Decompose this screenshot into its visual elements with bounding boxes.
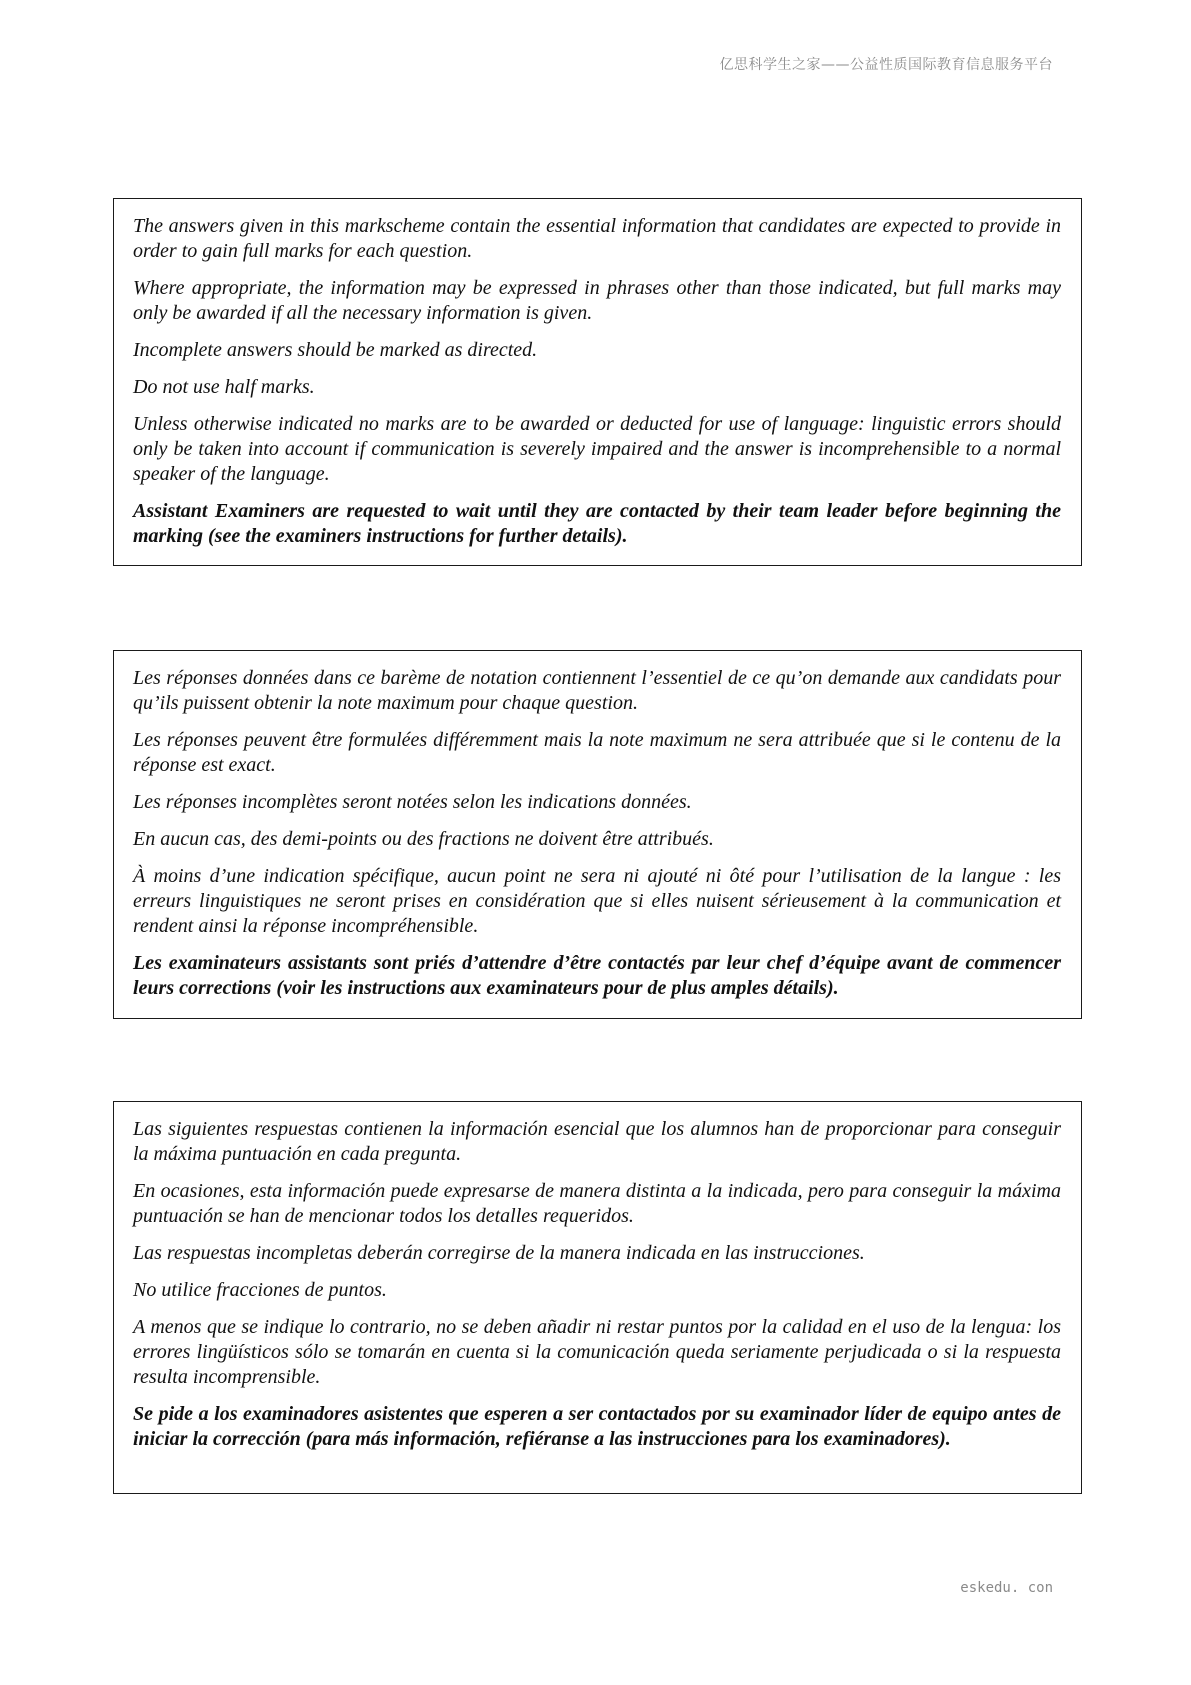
paragraph: Las siguientes respuestas contienen la información esencial que los alumnos han de proporcionar para conseguir la máxima puntuación en cada pregunta. [133,1118,1061,1165]
paragraph: En ocasiones, esta información puede expresarse de manera distinta a la indicada, pero para conseguir la máxima puntuación se han de mencionar todos los detalles requeridos. [133,1180,1061,1227]
paragraph: À moins d’une indication spécifique, aucun point ne sera ni ajouté ni ôté pour l’utilisation de la langue : les erreurs linguistiques ne seront prises en considération que si elles nuisent sérieusement à la communication et rendent ainsi la réponse incompréhensible. [133,865,1061,937]
paragraph: Where appropriate, the information may be expressed in phrases other than those indicated, but full marks may only be awarded if all the necessary information is given. [133,277,1061,324]
paragraph-emphasis: Les examinateurs assistants sont priés d’attendre d’être contactés par leur chef d’équipe avant de commencer leurs corrections (voir les instructions aux examinateurs pour de plus amples détails). [133,952,1061,999]
paragraph: Unless otherwise indicated no marks are to be awarded or deducted for use of language: linguistic errors should only be taken into account if communication is severely impaired and the answer is incomprehensible to a normal speaker of the language. [133,413,1061,485]
paragraph: Do not use half marks. [133,376,315,398]
paragraph: Les réponses peuvent être formulées différemment mais la note maximum ne sera attribuée que si le contenu de la réponse est exact. [133,729,1061,776]
paragraph: Incomplete answers should be marked as directed. [133,339,538,361]
instructions-box-french [113,650,1082,1019]
instructions-box-english [113,198,1082,566]
paragraph: The answers given in this markscheme contain the essential information that candidates are expected to provide in order to gain full marks for each question. [133,215,1061,262]
page-footer: eskedu. con [960,1580,1053,1596]
paragraph: Les réponses incomplètes seront notées selon les indications données. [133,791,692,813]
paragraph: No utilice fracciones de puntos. [133,1279,387,1301]
paragraph: Las respuestas incompletas deberán corregirse de la manera indicada en las instrucciones. [133,1242,865,1264]
paragraph: En aucun cas, des demi-points ou des fractions ne doivent être attribués. [133,828,714,850]
page-header: 亿思科学生之家——公益性质国际教育信息服务平台 [719,57,1053,73]
paragraph: A menos que se indique lo contrario, no se deben añadir ni restar puntos por la calidad en el uso de la lengua: los errores lingüísticos sólo se tomarán en cuenta si la comunicación queda seriamente perjudicada o si la respuesta resulta incomprensible. [133,1316,1061,1388]
paragraph-emphasis: Se pide a los examinadores asistentes que esperen a ser contactados por su examinador líder de equipo antes de iniciar la corrección (para más información, refiéranse a las instrucciones para los examinadores). [133,1403,1061,1450]
instructions-box-spanish [113,1101,1082,1494]
paragraph: Les réponses données dans ce barème de notation contiennent l’essentiel de ce qu’on demande aux candidats pour qu’ils puissent obtenir la note maximum pour chaque question. [133,667,1061,714]
paragraph-emphasis: Assistant Examiners are requested to wait until they are contacted by their team leader before beginning the marking (see the examiners instructions for further details). [133,500,1061,547]
